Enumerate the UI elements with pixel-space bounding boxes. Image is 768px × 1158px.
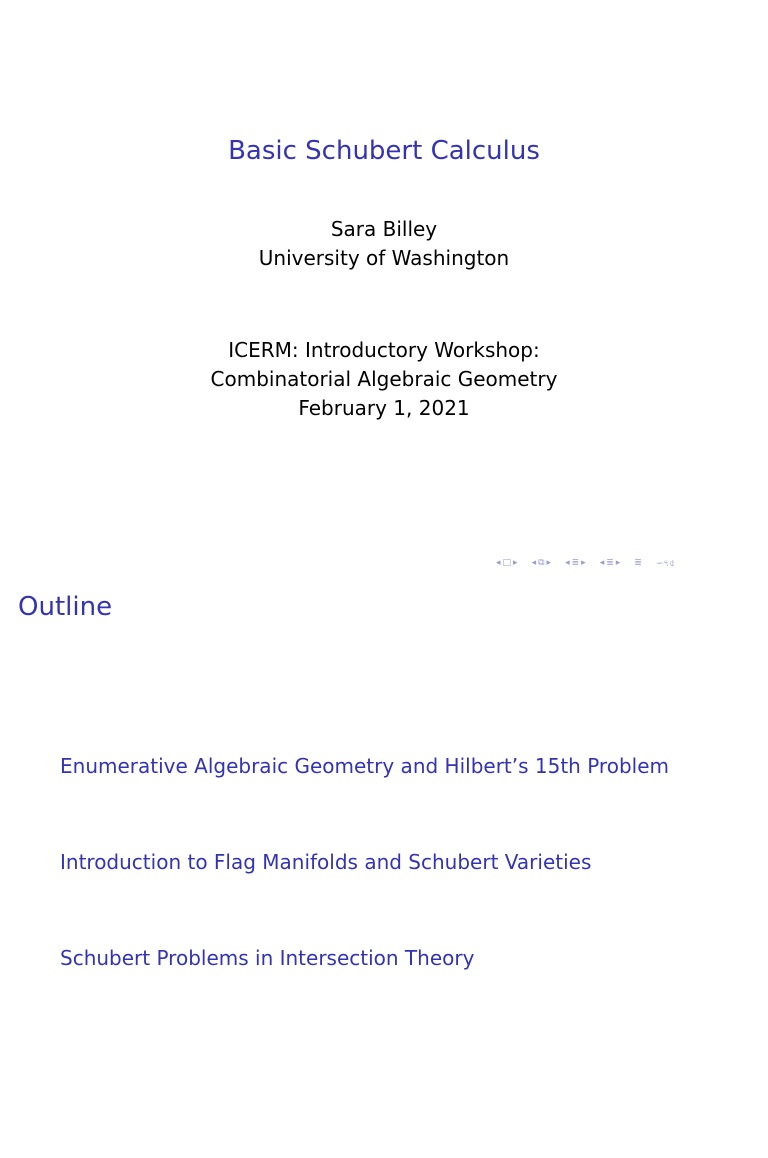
next-subframe-arrow-icon[interactable]: ▸	[546, 558, 552, 568]
prev-subframe-arrow-icon[interactable]: ◂	[531, 558, 537, 568]
author-institution: University of Washington	[258, 246, 510, 270]
prev-section-arrow-icon[interactable]: ◂	[565, 558, 570, 568]
outline-item[interactable]: Enumerative Algebraic Geometry and Hilbert’s 15th Problem	[60, 754, 669, 778]
subsection-icon[interactable]: ≣	[606, 558, 614, 568]
search-icon[interactable]: ∽৭৫	[655, 558, 676, 569]
prev-subsection-arrow-icon[interactable]: ◂	[599, 558, 605, 568]
author-block	[0, 215, 768, 273]
next-frame-arrow-icon[interactable]: ▸	[513, 558, 518, 568]
presentation-date: February 1, 2021	[298, 396, 470, 420]
outline-slide	[0, 582, 768, 1158]
event-line-1: ICERM: Introductory Workshop:	[228, 338, 540, 362]
outline-item[interactable]: Schubert Problems in Intersection Theory	[60, 946, 475, 970]
document-icon[interactable]: ≣	[634, 558, 642, 568]
title-slide	[0, 0, 768, 576]
prev-frame-arrow-icon[interactable]: ◂	[496, 558, 501, 568]
beamer-navigation-bar	[496, 557, 675, 569]
event-block	[0, 336, 768, 423]
frame-icon[interactable]: □	[502, 558, 512, 568]
event-line-2: Combinatorial Algebraic Geometry	[210, 367, 558, 391]
outline-heading: Outline	[18, 592, 113, 622]
subframe-icon[interactable]: ⧉	[538, 558, 545, 568]
presentation-title: Basic Schubert Calculus	[228, 136, 540, 166]
author-name: Sara Billey	[330, 217, 438, 241]
section-icon[interactable]: ≣	[571, 558, 580, 568]
next-subsection-arrow-icon[interactable]: ▸	[615, 558, 621, 568]
outline-item[interactable]: Introduction to Flag Manifolds and Schubert Varieties	[60, 850, 592, 874]
next-section-arrow-icon[interactable]: ▸	[581, 558, 586, 568]
